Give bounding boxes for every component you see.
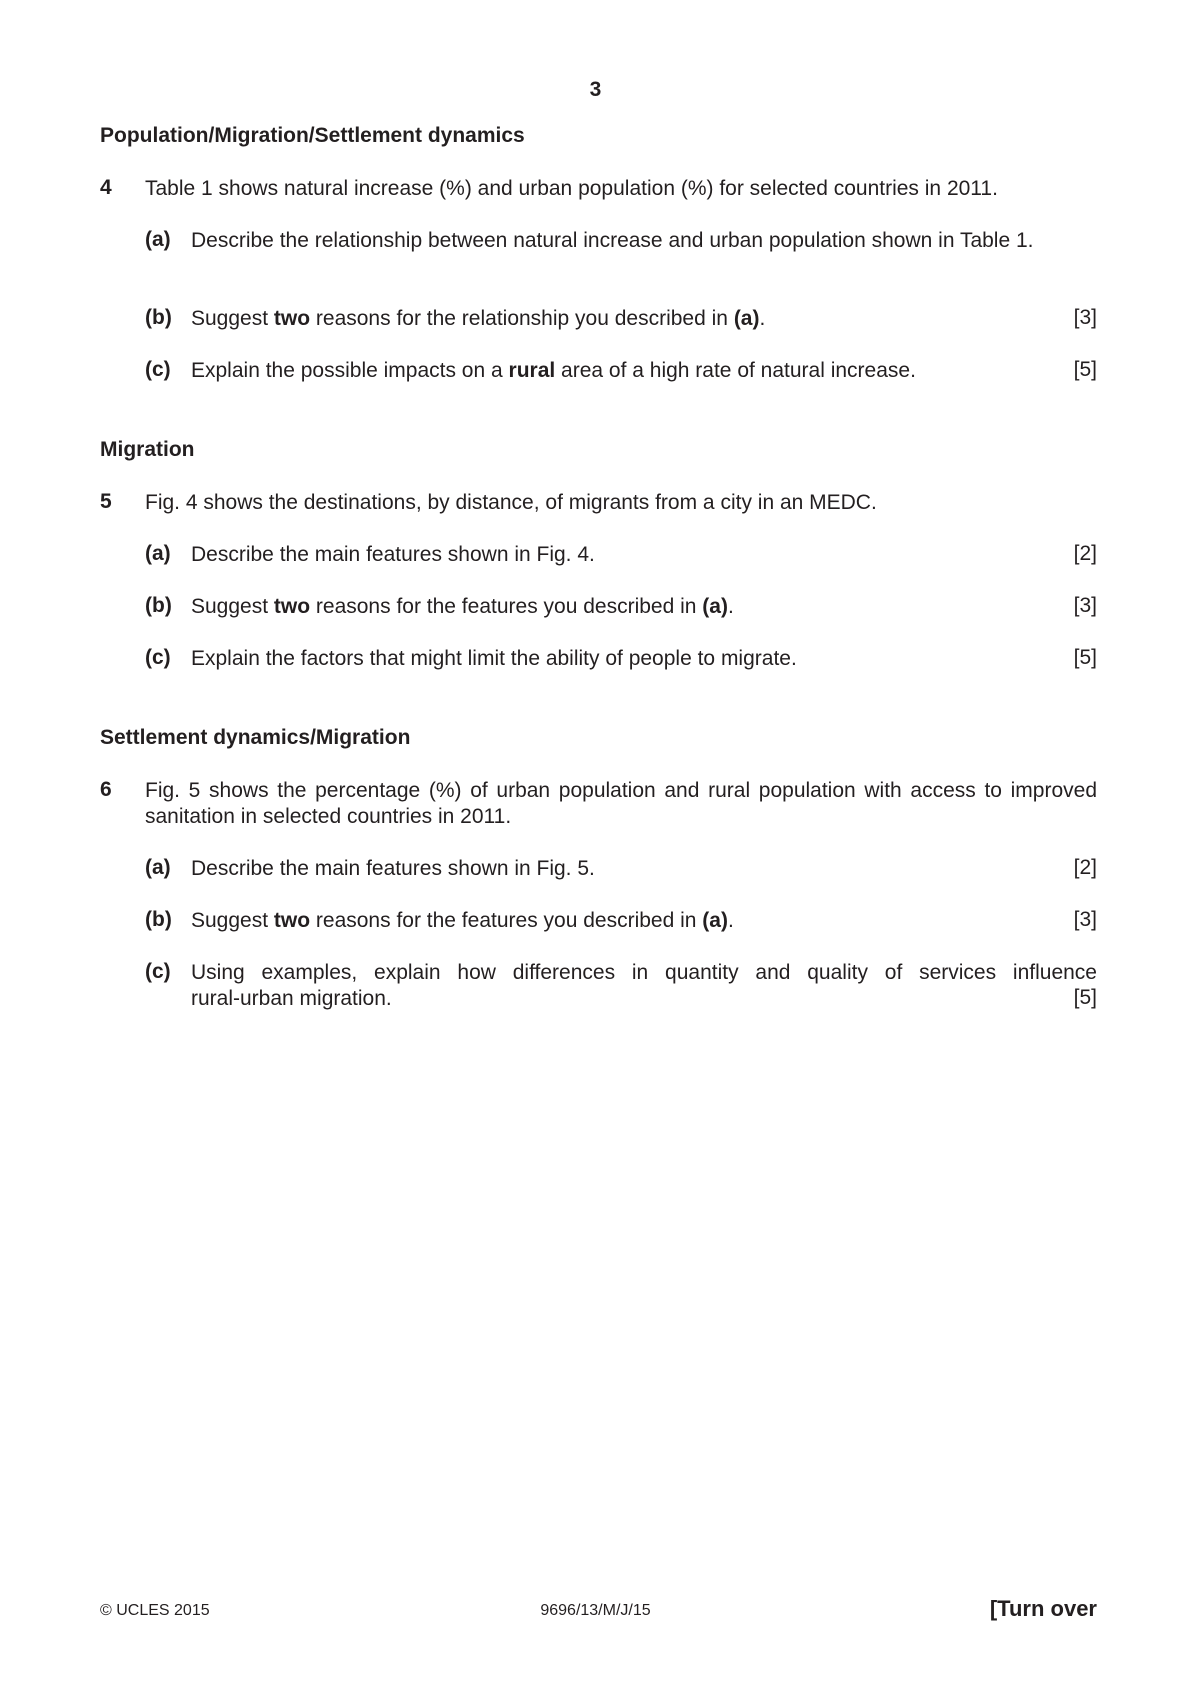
part-label: (a): [145, 228, 171, 251]
part-text: Suggest two reasons for the relationship you described in (a).: [191, 307, 766, 330]
question-stem: Fig. 4 shows the destinations, by distance, of migrants from a city in an MEDC.: [145, 491, 877, 514]
part-label: (c): [145, 960, 171, 983]
mark-allocation: [3]: [1073, 908, 1097, 931]
part-text: Explain the factors that might limit the ability of people to migrate.: [191, 647, 797, 670]
part-label: (b): [145, 594, 172, 617]
part-label: (c): [145, 358, 171, 381]
part-text-line: rural-urban migration.: [191, 987, 392, 1010]
mark-allocation: [2]: [1073, 856, 1097, 879]
section-heading: Migration: [100, 438, 195, 461]
mark-allocation: [3]: [1073, 594, 1097, 617]
turn-over-label: [Turn over: [989, 1596, 1097, 1621]
mark-allocation: [5]: [1073, 986, 1097, 1009]
question-stem-line: Fig. 5 shows the percentage (%) of urban population and rural population with access to improved: [145, 779, 1097, 802]
mark-allocation: [5]: [1073, 358, 1097, 381]
part-label: (a): [145, 542, 171, 565]
mark-allocation: [5]: [1073, 646, 1097, 669]
part-label: (c): [145, 646, 171, 669]
question-number: 5: [100, 490, 112, 513]
mark-allocation: [2]: [1073, 542, 1097, 565]
part-text: Suggest two reasons for the features you described in (a).: [191, 909, 734, 932]
part-text-line: Using examples, explain how differences in quantity and quality of services influence: [191, 961, 1097, 984]
mark-allocation: [3]: [1073, 306, 1097, 329]
part-text: Describe the main features shown in Fig. 5.: [191, 857, 595, 880]
part-label: (b): [145, 306, 172, 329]
question-number: 4: [100, 176, 112, 199]
part-text: Explain the possible impacts on a rural area of a high rate of natural increase.: [191, 359, 916, 382]
part-text: Suggest two reasons for the features you described in (a).: [191, 595, 734, 618]
paper-code: 9696/13/M/J/15: [540, 1602, 651, 1619]
question-number: 6: [100, 778, 112, 801]
section-heading: Population/Migration/Settlement dynamics: [100, 124, 525, 147]
question-stem-line: sanitation in selected countries in 2011.: [145, 805, 512, 828]
section-heading: Settlement dynamics/Migration: [100, 726, 411, 749]
question-stem: Table 1 shows natural increase (%) and urban population (%) for selected countries in 2011.: [145, 177, 998, 200]
part-label: (b): [145, 908, 172, 931]
part-text: Describe the relationship between natural increase and urban population shown in Table 1.: [191, 229, 1034, 252]
page-number: 3: [589, 78, 602, 101]
part-text: Describe the main features shown in Fig. 4.: [191, 543, 595, 566]
part-label: (a): [145, 856, 171, 879]
copyright-notice: © UCLES 2015: [100, 1602, 210, 1619]
